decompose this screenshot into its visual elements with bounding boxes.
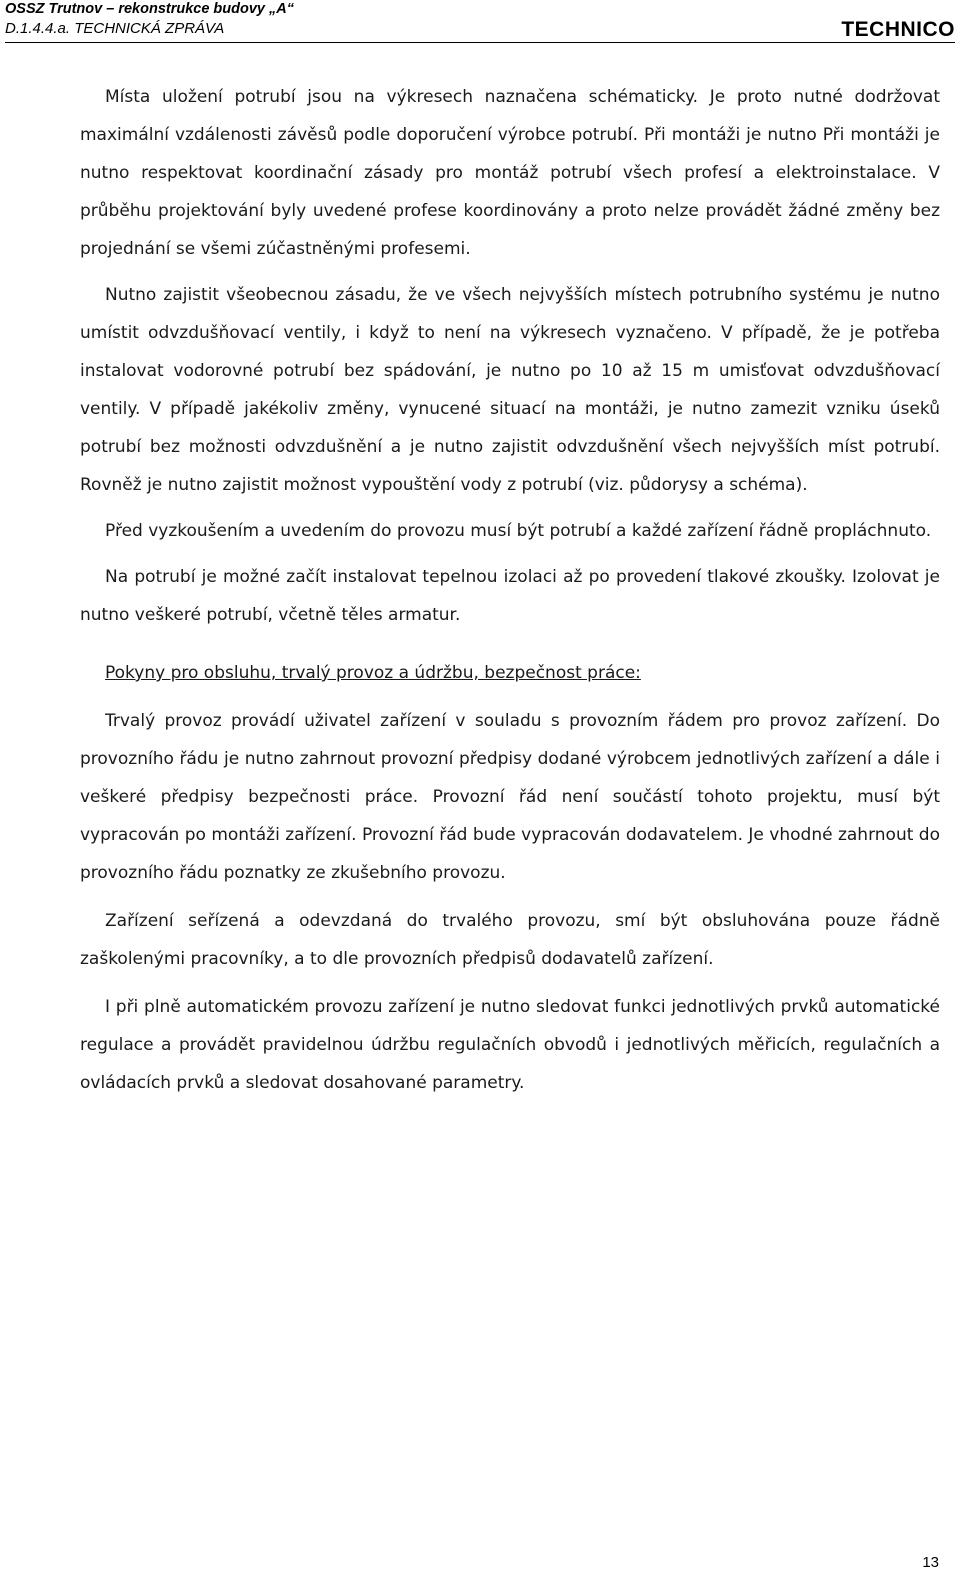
paragraph-operation: Trvalý provoz provádí uživatel zařízení v souladu s provozním řádem pro provoz zařízení. Do provozního řádu je nutno zahrnout provozní předpisy dodané výrobcem jednotlivých zařízení a dále i veškeré předpisy bezpečnosti práce. Provozní řád není součástí tohoto projektu, musí být vypracován po montáži zařízení. Provozní řád bude vypracován dodavatelem. Je vhodné zahrnout do provozního řádu poznatky ze zkušebního provozu. [80,711,940,883]
page-number: 13 [922,1554,939,1571]
project-title: OSSZ Trutnov – rekonstrukce budovy „A“ [5,1,294,17]
paragraph-venting: Nutno zajistit všeobecnou zásadu, že ve všech nejvyšších místech potrubního systému je nutno umístit odvzdušňovací ventily, i když to není na výkresech vyznačeno. V případě, že je potřeba instalovat vodorovné potrubí bez spádování, je nutno po 10 až 15 m umisťovat odvzdušňovací ventily. V případě jakékoliv změny, vynucené situací na montáži, je nutno zamezit vzniku úseků potrubí bez možnosti odvzdušnění a je nutno zajistit odvzdušnění všech nejvyšších míst potrubí. Rovněž je nutno zajistit možnost vypouštění vody z potrubí (viz. půdorysy a schéma). [80,285,940,495]
company-logo: TECHNICO [841,18,955,41]
section-heading: Pokyny pro obsluhu, trvalý provoz a údržbu, bezpečnost práce: [105,663,641,683]
document-title: D.1.4.4.a. TECHNICKÁ ZPRÁVA [5,20,225,37]
paragraph-staff: Zařízení seřízená a odevzdaná do trvalého provozu, smí být obsluhována pouze řádně zaškolenými pracovníky, a to dle provozních předpisů dodavatelů zařízení. [80,911,940,969]
paragraph-flushing: Před vyzkoušením a uvedením do provozu musí být potrubí a každé zařízení řádně propláchnuto. [105,521,932,541]
paragraph-pipe-placement: Místa uložení potrubí jsou na výkresech naznačena schématicky. Je proto nutné dodržovat maximální vzdálenosti závěsů podle doporučení výrobce potrubí. Při montáži je nutno Při montáži je nutno respektovat koordinační zásady pro montáž potrubí všech profesí a elektroinstalace. V průběhu projektování byly uvedené profese koordinovány a proto nelze provádět žádné změny bez projednání se všemi zúčastněnými profesemi. [80,87,940,259]
paragraph-monitoring: I při plně automatickém provozu zařízení je nutno sledovat funkci jednotlivých prvků automatické regulace a provádět pravidelnou údržbu regulačních obvodů i jednotlivých měřicích, regulačních a ovládacích prvků a sledovat dosahované parametry. [80,997,940,1093]
document-body [80,78,940,1102]
page-header [5,0,955,43]
paragraph-insulation: Na potrubí je možné začít instalovat tepelnou izolaci až po provedení tlakové zkoušky. Izolovat je nutno veškeré potrubí, včetně těles armatur. [80,567,940,625]
